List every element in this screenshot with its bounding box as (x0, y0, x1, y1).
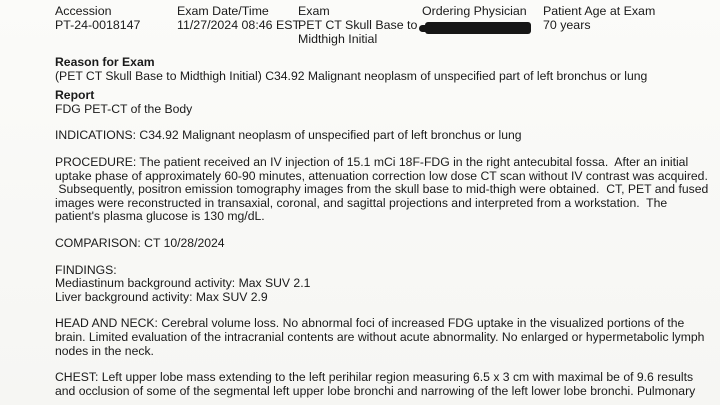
redaction-mark (425, 22, 531, 34)
report-subtitle: FDG PET-CT of the Body (55, 101, 193, 116)
report-header (55, 4, 715, 48)
report-heading: Report (55, 88, 95, 103)
reason-text: (PET CT Skull Base to Midthigh Initial) C34.92 Malignant neoplasm of unspecified part of left bronchus or lung (55, 68, 648, 83)
accession-value: PT-24-0018147 (55, 18, 141, 32)
procedure-line: images were reconstructed in transaxial, coronal, and sagittal projections and interpreted from a workstation. The (55, 195, 668, 210)
procedure-line: Subsequently, positron emission tomography images from the skull base to mid-thigh were obtained. CT, PET and fused (55, 182, 709, 197)
physician-column (422, 4, 527, 18)
exam-datetime-label: Exam Date/Time (177, 4, 269, 18)
procedure-line: uptake phase of approximately 60-90 minutes, attenuation correction low dose CT scan without IV contrast was acquired. (55, 168, 708, 183)
chest-line: and occlusion of some of the segmental left upper lobe bronchi and narrowing of the left lower lobe bronchi. Pulmonary (55, 383, 696, 398)
exam-datetime-value: 11/27/2024 08:46 EST (177, 18, 301, 32)
findings-line: Mediastinum background activity: Max SUV 2.1 (55, 276, 311, 291)
exam-datetime-column (177, 4, 300, 32)
head-neck-line: HEAD AND NECK: Cerebral volume loss. No abnormal foci of increased FDG uptake in the visualized portions of the (55, 316, 685, 331)
age-column (543, 4, 655, 32)
reason-heading: Reason for Exam (55, 55, 155, 69)
head-neck-line: brain. Limited evaluation of the intracranial contents are without acute abnormality. No enlarged or hypermetabolic lymph (55, 329, 705, 344)
accession-column (55, 4, 140, 32)
chest-line: CHEST: Left upper lobe mass extending to the left perihilar region measuring 6.5 x 3 cm with maximal be of 9.6 results (55, 370, 694, 385)
accession-label: Accession (55, 4, 112, 18)
physician-label: Ordering Physician (422, 4, 527, 18)
head-neck-line: nodes in the neck. (55, 343, 154, 358)
report-body (55, 56, 715, 398)
indications-text: INDICATIONS: C34.92 Malignant neoplasm of unspecified part of left bronchus or lung (55, 128, 522, 143)
exam-column (298, 4, 417, 46)
exam-value-line2: Midthigh Initial (298, 32, 378, 46)
age-label: Patient Age at Exam (543, 4, 656, 18)
exam-label: Exam (298, 4, 330, 18)
exam-value-line1: PET CT Skull Base to (298, 18, 418, 32)
findings-line: Liver background activity: Max SUV 2.9 (55, 289, 268, 304)
procedure-line: patient's plasma glucose is 130 mg/dL. (55, 209, 265, 224)
findings-heading: FINDINGS: (55, 262, 117, 277)
age-value: 70 years (543, 18, 591, 32)
comparison-text: COMPARISON: CT 10/28/2024 (55, 235, 225, 250)
procedure-line: PROCEDURE: The patient received an IV injection of 15.1 mCi 18F-FDG in the right antecubital fossa. After an initial (55, 154, 689, 169)
